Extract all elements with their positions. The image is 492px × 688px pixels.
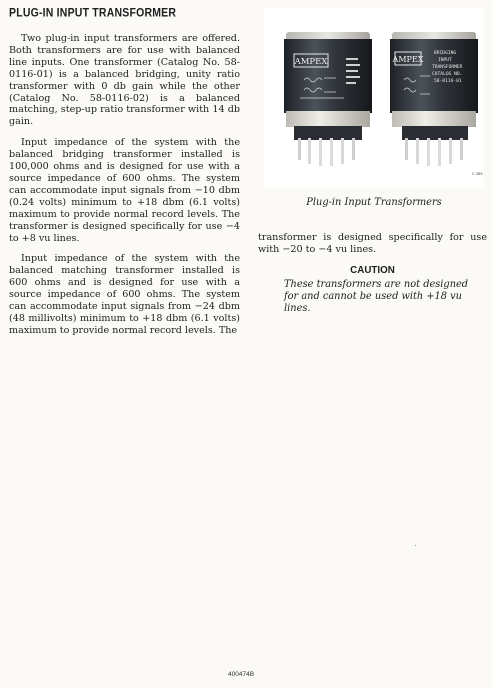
photo-code: C-369 <box>472 172 483 176</box>
caution-text: These transformers are not designed for and cannot be used with +18 vu lines. <box>284 278 469 314</box>
transformer-photo <box>264 8 484 188</box>
right-unit-text-5: 58-0116-01 <box>434 79 462 84</box>
right-unit-label: AMPEX <box>392 55 424 64</box>
paragraph-intro: Two plug-in input transformers are offered. Both transformers are for use with balanced line inputs. One transformer (Catalog No. 58-0116-01) is a balanced bridging, unity ratio transformer with 0 db gain while the other (Catalog No. 58-0116-02) is a balanced matching, step-up ratio transformer with 14 db gain. <box>9 33 240 128</box>
right-column <box>258 232 487 315</box>
section-heading: PLUG-IN INPUT TRANSFORMER <box>9 6 177 20</box>
paragraph-continuation: transformer is designed specifically for use with −20 to −4 vu lines. <box>258 232 487 255</box>
left-column <box>9 33 240 346</box>
photo-caption: Plug-in Input Transformers <box>306 197 442 208</box>
paragraph-bridging: Input impedance of the system with the balanced bridging transformer installed is 100,000 ohms and is designed for use with a source impedance of 600 ohms. The system can accommodate input signals from −10 dbm (0.24 volts) minimum to +18 dbm (6.1 volts) maximum to provide normal record levels. The transformer is designed specifically for use −4 to +8 vu lines. <box>9 137 240 244</box>
right-unit-text-2: INPUT <box>438 58 452 63</box>
document-number: 400474B <box>228 671 255 678</box>
paragraph-matching: Input impedance of the system with the balanced matching transformer installed is 600 ohms and is designed for use with a source impedance of 600 ohms. The system can accommodate input signals from −24 dbm (48 millivolts) minimum to +18 dbm (6.1 volts) maximum to provide normal record levels. The <box>9 253 240 336</box>
left-unit-label: AMPEX <box>294 57 328 67</box>
right-unit-text-3: TRANSFORMER <box>432 65 463 70</box>
caution-title: CAUTION <box>350 264 395 276</box>
paper-speck <box>415 545 416 546</box>
right-unit-text-4: CATALOG NO. <box>432 72 463 77</box>
right-unit-text-1: BRIDGING <box>434 51 457 56</box>
